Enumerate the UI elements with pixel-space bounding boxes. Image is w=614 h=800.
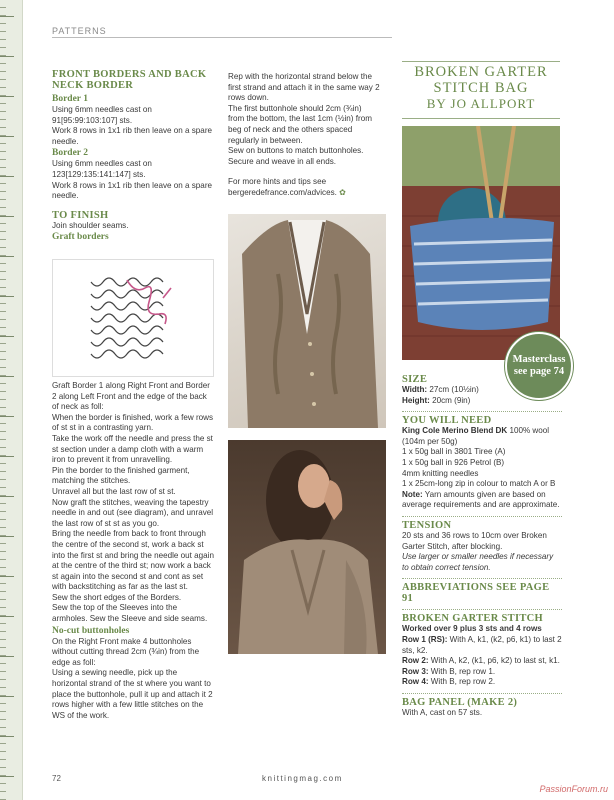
title-line1: BROKEN GARTER (414, 64, 548, 80)
middle-text-line: Sew on buttons to match buttonholes. Secure and weave in all ends. (228, 146, 364, 166)
border1-text: Using 6mm needles cast on 91[95:99:103:107] sts. (52, 105, 152, 125)
divider (402, 516, 562, 517)
ruler-tick (0, 416, 14, 417)
materials-line: 1 x 50g ball in 926 Petrol (B) (402, 457, 505, 467)
graft-text-line: Bring the needle from back to front through the centre of the second st, work a back st into the first st and bring the needle out again at the centre of the third st; now work a back st again into the second st and cont as set with backstitching as far as the last st. (52, 529, 214, 592)
title-block (402, 64, 560, 112)
title-rule-bottom (402, 118, 560, 119)
leaf-icon: ✿ (339, 187, 346, 197)
graft-text-line: Now graft the stitches, weaving the tapestry needle in and out (see diagram), and unravel the last row of st st as you go. (52, 497, 214, 528)
stitch-row: Row 1 (RS): With A, k1, (k2, p6, k1) to last 2 sts, k2. (402, 634, 562, 655)
left-column-lower (52, 381, 214, 721)
title-line2: STITCH BAG (433, 80, 529, 96)
ruler-tick (0, 576, 14, 577)
height-line: Height: 20cm (9in) (402, 395, 471, 405)
cardigan-photo-model (228, 440, 386, 654)
graft-text-line: Pin the border to the finished garment, matching the stitches. (52, 465, 190, 486)
size-heading: SIZE (402, 374, 428, 385)
masterclass-line1: Masterclass (512, 354, 566, 365)
no-cut-heading: No-cut buttonholes (52, 625, 130, 636)
ruler-tick (0, 776, 14, 777)
ruler-tick (0, 56, 14, 57)
ruler-tick (0, 176, 14, 177)
ruler-tick (0, 696, 14, 697)
section-label: PATTERNS (52, 26, 392, 38)
title-rule-top (402, 61, 560, 62)
divider (402, 609, 562, 610)
border1-heading: Border 1 (52, 94, 88, 104)
page-number: 72 (52, 774, 61, 783)
middle-text-line: The first buttonhole should 2cm (¾in) from the bottom, the last 1cm (½in) from beg of neck and the others spaced regularly in between. (228, 103, 372, 145)
left-column-top (52, 69, 214, 243)
border2-heading: Border 2 (52, 148, 88, 159)
ruler-tick (0, 536, 14, 537)
ruler-tick (0, 456, 14, 457)
ruler-tick (0, 736, 14, 737)
side-ruler (0, 0, 23, 800)
tension-italic: Use larger or smaller needles if necessary to obtain correct tension. (402, 552, 554, 572)
graft-text (52, 381, 214, 625)
divider (402, 693, 562, 694)
footer-url[interactable]: knittingmag.com (262, 774, 343, 783)
nocut-text-line: Using a sewing needle, pick up the horizontal strand of the st where you want to place the buttonhole, pull it up and attach it 2 rows higher with a few little stitches on the WS of the work. (52, 668, 213, 720)
grafting-diagram (52, 259, 214, 377)
tension-heading: TENSION (402, 519, 452, 531)
stitch-rows (402, 635, 562, 688)
materials-line: 4mm knitting needles (402, 468, 479, 478)
ruler-tick (0, 656, 14, 657)
graft-text-line: When the border is finished, work a few rows of st st in a contrasting yarn. (52, 412, 214, 433)
middle-text (228, 72, 380, 167)
graft-text-line: Sew the short edges of the Borders. (52, 592, 182, 602)
ruler-tick (0, 496, 14, 497)
ruler-tick (0, 96, 14, 97)
graft-text-line: Take the work off the needle and press the st st section under a damp cloth with a warm iron to prevent it from unravelling. (52, 433, 213, 465)
ruler-tick (0, 296, 14, 297)
stitch-row: Row 3: With B, rep row 1. (402, 666, 496, 676)
stitch-row: Row 2: With A, k2, (k1, p6, k2) to last st, k1. (402, 656, 560, 666)
ruler-tick (0, 376, 14, 377)
ruler-tick (0, 616, 14, 617)
grafting-diagram-illustration (53, 260, 213, 376)
broken-garter-sub: Worked over 9 plus 3 sts and 4 rows (402, 624, 542, 634)
border2-text2: Work 8 rows in 1x1 rib then leave on a spare needle. (52, 180, 213, 201)
abbreviations-heading: ABBREVIATIONS SEE PAGE 91 (402, 582, 550, 605)
cardigan-photo-front (228, 214, 386, 428)
tips-text: For more hints and tips see bergeredefrance.com/advices. ✿ (228, 177, 346, 197)
graft-text-line: Sew the top of the Sleeves into the armholes. Sew the Sleeve and side seams. (52, 603, 208, 624)
graft-text-line: Graft Border 1 along Right Front and Border 2 along Left Front and the edge of the back of neck as foll: (52, 381, 210, 412)
right-column-text (402, 374, 562, 718)
to-finish-heading: TO FINISH (52, 209, 109, 221)
you-will-need-heading: YOU WILL NEED (402, 415, 492, 427)
graft-text-line: Unravel all but the last row of st st. (52, 486, 176, 496)
bag-panel-text: With A, cast on 57 sts. (402, 707, 483, 717)
divider (402, 411, 562, 412)
to-finish-text: Join shoulder seams. (52, 220, 129, 230)
ruler-tick (0, 16, 14, 17)
tension-text: 20 sts and 36 rows to 10cm over Broken Garter Stitch, after blocking. (402, 530, 547, 551)
masterclass-line2: see page 74 (513, 366, 565, 377)
nocut-text-line: On the Right Front make 4 buttonholes without cutting thread 2cm (¾in) from the edge as foll: (52, 636, 200, 667)
stitch-row: Row 4: With B, rep row 2. (402, 677, 496, 687)
ruler-tick (0, 336, 14, 337)
no-cut-text (52, 637, 214, 722)
border1-text2: Work 8 rows in 1x1 rib then leave on a spare needle. (52, 126, 213, 146)
ruler-tick (0, 216, 14, 217)
note-line: Note: Yarn amounts given are based on average requirements and are approximate. (402, 489, 560, 510)
ruler-tick (0, 136, 14, 137)
materials-line: 1 x 25cm-long zip in colour to match A or B (402, 479, 556, 489)
middle-column-text (228, 72, 380, 199)
materials-line: 1 x 50g ball in 3801 Tiree (A) (402, 447, 506, 457)
ruler-tick (0, 256, 14, 257)
width-line: Width: 27cm (10½in) (402, 385, 479, 394)
graft-borders-heading: Graft borders (52, 232, 109, 243)
bag-photo (402, 126, 560, 360)
broken-garter-heading: BROKEN GARTER STITCH (402, 613, 543, 625)
divider (402, 578, 562, 579)
byline: BY JO ALLPORT (426, 96, 536, 111)
bag-panel-heading: BAG PANEL (MAKE 2) (402, 696, 518, 708)
materials-list (402, 447, 562, 489)
middle-text-line: Rep with the horizontal strand below the first strand and attach it in the same way 2 rows down. (228, 72, 380, 103)
front-borders-heading: FRONT BORDERS AND BACK NECK BORDER (52, 69, 207, 91)
border2-text: Using 6mm needles cast on 123[129:135:141:147] sts. (52, 159, 152, 179)
yarn-line: King Cole Merino Blend DK 100% wool (104m per 50g) (402, 426, 550, 446)
watermark: PassionForum.ru (539, 784, 608, 794)
